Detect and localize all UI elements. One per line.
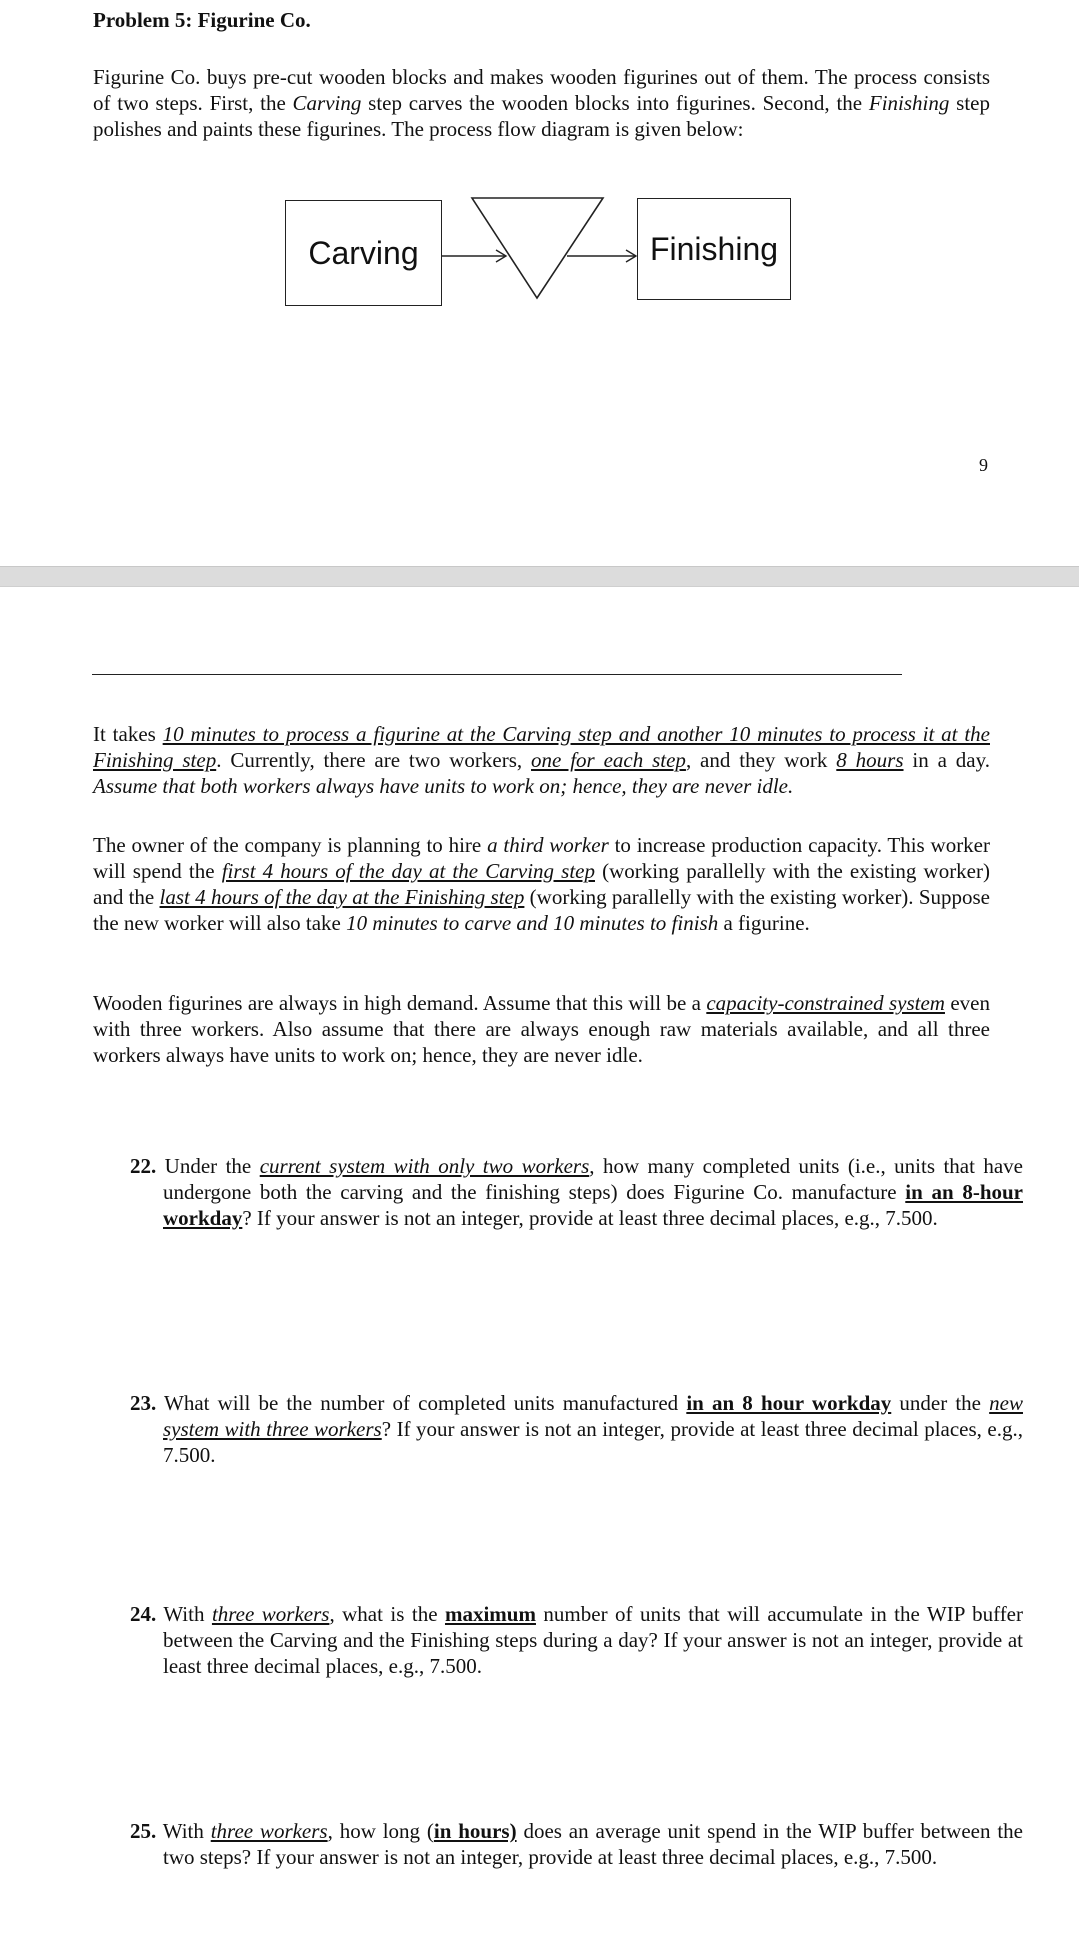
process-flow-diagram xyxy=(0,0,1079,320)
finishing-step-label: Finishing xyxy=(649,230,779,267)
horizontal-rule xyxy=(92,674,902,675)
question-25: 25. With three workers, how long (in hours) does an average unit spend in the WIP buffer between the two steps? If your answer is not an integer, provide at least three decimal places, e.g., 7.500. xyxy=(130,1819,1023,1869)
flow-arrows xyxy=(0,0,1079,320)
carving-step-label: Carving xyxy=(308,234,419,271)
question-22: 22. Under the current system with only two workers, how many completed units (i.e., units that have undergone both the carving and the finishing steps) does Figurine Co. manufacture in an 8-hour workday? If your answer is not an integer, provide at least three decimal places, e.g., 7.500. xyxy=(130,1154,1024,1230)
question-24: 24. With three workers, what is the maximum number of units that will accumulate in the WIP buffer between the Carving and the Finishing steps during a day? If your answer is not an integer, provide at least three decimal places, e.g., 7.500. xyxy=(130,1602,1024,1678)
page-number: 9 xyxy=(979,455,988,475)
paragraph-assumptions: Wooden figurines are always in high demand. Assume that this will be a capacity-constrained system even with three workers. Also assume that there are always enough raw materials available, and all three workers always have units to work on; hence, they are never idle. xyxy=(93,991,990,1067)
paragraph-third-worker: The owner of the company is planning to hire a third worker to increase production capacity. This worker will spend the first 4 hours of the day at the Carving step (working parallelly with the existing worker) and the last 4 hours of the day at the Finishing step (working parallelly with the existing worker). Suppose the new worker will also take 10 minutes to carve and 10 minutes to finish a figurine. xyxy=(93,833,991,935)
problem-title: Problem 5: Figurine Co. xyxy=(93,8,311,32)
question-23: 23. What will be the number of completed units manufactured in an 8 hour workday under the new system with three workers? If your answer is not an integer, provide at least three decimal places, e.g., 7.500. xyxy=(130,1391,1023,1467)
paragraph-process-times: It takes 10 minutes to process a figurine at the Carving step and another 10 minutes to process it at the Finishing step. Currently, there are two workers, one for each step, and they work 8 hours in a day. Assume that both workers always have units to work on; hence, they are never idle. xyxy=(93,722,990,798)
page-separator xyxy=(0,566,1079,587)
inventory-buffer-triangle xyxy=(472,198,603,298)
intro-paragraph: Figurine Co. buys pre-cut wooden blocks and makes wooden figurines out of them. The process consists of two steps. First, the Carving step carves the wooden blocks into figurines. Second, the Finishing step polishes and paints these figurines. The process flow diagram is given below: xyxy=(93,65,990,141)
